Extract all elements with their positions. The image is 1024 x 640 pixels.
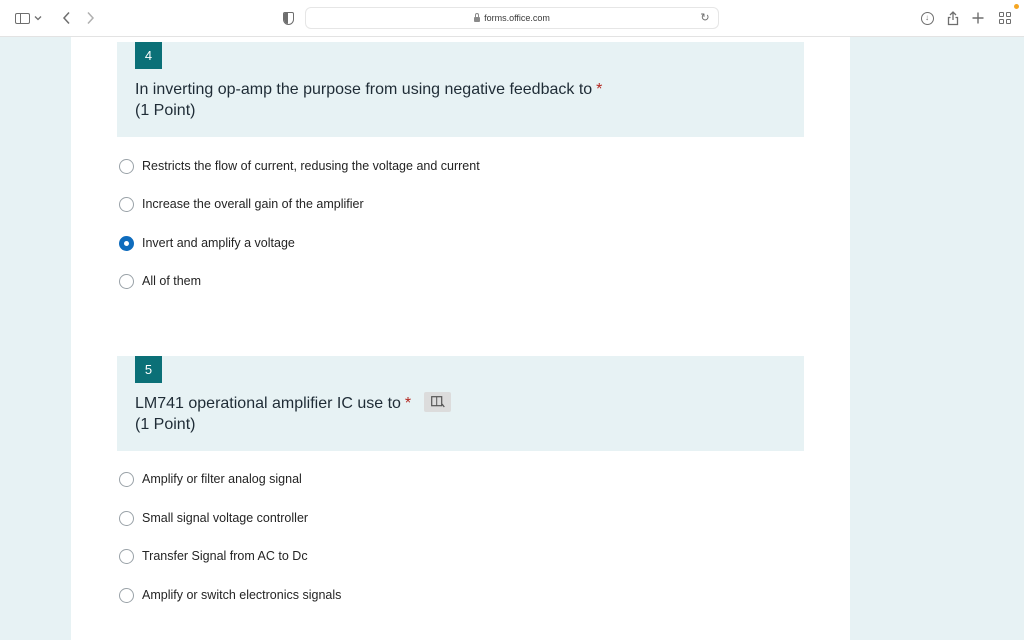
radio-button[interactable]: [119, 159, 134, 174]
question-text: LM741 operational amplifier IC use to: [135, 395, 401, 412]
question-points: (1 Point): [135, 416, 196, 433]
share-icon[interactable]: [943, 9, 963, 27]
option-q4-2[interactable]: [119, 194, 364, 214]
option-label: Invert and amplify a voltage: [142, 236, 295, 250]
reload-icon[interactable]: ↻: [700, 12, 710, 24]
radio-button[interactable]: [119, 274, 134, 289]
required-mark: *: [596, 81, 603, 98]
immersive-reader-icon[interactable]: [424, 392, 451, 412]
option-q4-1[interactable]: [119, 156, 480, 176]
option-label: Increase the overall gain of the amplifier: [142, 197, 364, 211]
url-text: forms.office.com: [484, 13, 550, 23]
notification-dot: [1014, 4, 1019, 9]
option-q4-4[interactable]: [119, 271, 201, 291]
option-label: Transfer Signal from AC to Dc: [142, 549, 308, 563]
plus-icon[interactable]: [968, 9, 988, 27]
question-number: 4: [135, 42, 162, 69]
question-5-header: [117, 356, 804, 451]
question-text: In inverting op-amp the purpose from using negative feedback to: [135, 81, 593, 98]
back-icon[interactable]: [56, 9, 76, 27]
download-icon[interactable]: ↓: [917, 9, 937, 27]
radio-button[interactable]: [119, 511, 134, 526]
option-q5-4[interactable]: [119, 585, 341, 605]
option-q5-2[interactable]: [119, 508, 308, 528]
option-q4-3[interactable]: [119, 233, 295, 253]
question-4-header: [117, 42, 804, 137]
browser-toolbar: [0, 0, 1024, 37]
tabs-overview-icon[interactable]: [995, 9, 1015, 27]
forward-icon[interactable]: [80, 9, 100, 27]
option-label: All of them: [142, 274, 202, 288]
radio-button[interactable]: [119, 588, 134, 603]
lock-icon: [474, 17, 480, 22]
radio-button[interactable]: [119, 472, 134, 487]
radio-button[interactable]: [119, 549, 134, 564]
chevron-down-icon[interactable]: [32, 9, 44, 27]
option-label: Restricts the flow of current, redusing the voltage and current: [142, 159, 480, 173]
option-label: Small signal voltage controller: [142, 511, 309, 525]
option-q5-3[interactable]: [119, 546, 308, 566]
question-title: [135, 393, 451, 435]
form-card: [71, 37, 850, 640]
question-points: (1 Point): [135, 102, 196, 119]
shield-icon[interactable]: [278, 9, 298, 27]
required-mark: *: [404, 395, 412, 412]
question-title: [135, 79, 602, 121]
question-number: 5: [135, 356, 162, 383]
sidebar-icon[interactable]: [12, 9, 32, 27]
address-bar[interactable]: [305, 7, 719, 29]
radio-button[interactable]: [119, 197, 134, 212]
option-q5-1[interactable]: [119, 469, 302, 489]
radio-button-selected[interactable]: [119, 236, 134, 251]
option-label: Amplify or filter analog signal: [142, 472, 302, 486]
option-label: Amplify or switch electronics signals: [142, 588, 342, 602]
